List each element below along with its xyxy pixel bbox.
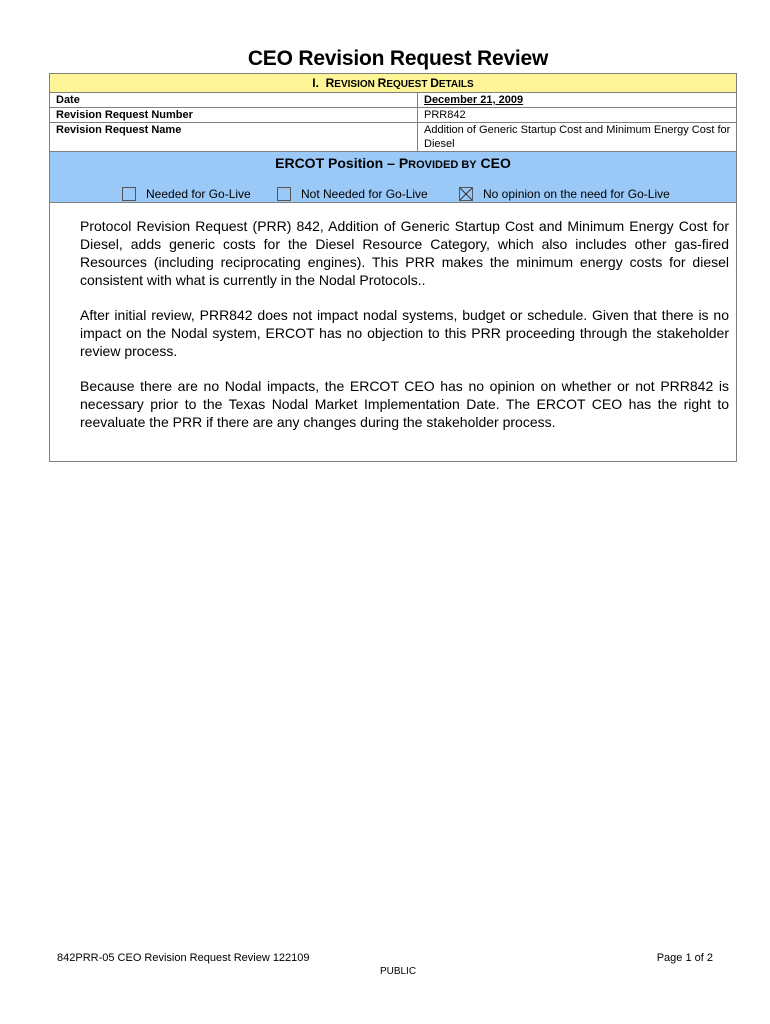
- section-heading-equest: EQUEST: [386, 79, 431, 90]
- page-title: CEO Revision Request Review: [247, 47, 549, 70]
- section-heading-etails: ETAILS: [438, 79, 474, 90]
- ercot-position-block: [50, 152, 736, 203]
- date-value: December 21, 2009: [424, 94, 524, 106]
- option-needed[interactable]: [122, 187, 277, 201]
- footer-classification: PUBLIC: [379, 966, 417, 977]
- body-text: [50, 203, 736, 461]
- name-row: [50, 123, 736, 152]
- section-number: I.: [312, 76, 319, 90]
- date-row: [50, 93, 736, 108]
- revision-request-table: [49, 73, 737, 462]
- date-label: Date: [50, 93, 418, 107]
- option-no-opinion[interactable]: [459, 187, 670, 201]
- section-header: [50, 74, 736, 93]
- position-title-p: P: [398, 155, 409, 171]
- checkmark-x-icon: [460, 188, 472, 200]
- name-label: Revision Request Name: [50, 123, 418, 151]
- footer-page-number: Page 1 of 2: [656, 952, 713, 964]
- checkbox-no-opinion[interactable]: [459, 187, 473, 201]
- section-heading-d: D: [430, 76, 439, 90]
- name-value: Addition of Generic Startup Cost and Minimum Energy Cost for Diesel: [424, 124, 731, 150]
- section-heading-r1: R: [325, 76, 335, 90]
- position-title-main: ERCOT Position –: [275, 155, 399, 171]
- section-heading-r2: R: [377, 76, 387, 90]
- option-not-needed[interactable]: [277, 187, 459, 201]
- position-title-rovided: ROVIDED: [408, 159, 462, 171]
- option-not-needed-label: Not Needed for Go-Live: [301, 187, 428, 201]
- position-title: [50, 155, 736, 171]
- position-title-ceo: CEO: [476, 155, 511, 171]
- checkbox-needed[interactable]: [122, 187, 136, 201]
- paragraph-2: After initial review, PRR842 does not impact nodal systems, budget or schedule. Given that there is no impact on the Nodal system, ERCOT has no objection to this PRR proceeding through the stakeholder review process.: [80, 307, 729, 359]
- number-row: [50, 108, 736, 123]
- golive-options: [122, 187, 670, 201]
- checkbox-not-needed[interactable]: [277, 187, 291, 201]
- paragraph-3: Because there are no Nodal impacts, the ERCOT CEO has no opinion on whether or not PRR842 is necessary prior to the Texas Nodal Market Implementation Date. The ERCOT CEO has the right to reevaluate the PRR if there are any changes during the stakeholder process.: [80, 378, 729, 430]
- number-label: Revision Request Number: [50, 108, 418, 122]
- footer-document-id: 842PRR-05 CEO Revision Request Review 122109: [57, 952, 310, 964]
- position-title-by: BY: [461, 159, 477, 171]
- option-needed-label: Needed for Go-Live: [146, 187, 251, 201]
- section-heading-evision: EVISION: [334, 79, 378, 90]
- paragraph-1: Protocol Revision Request (PRR) 842, Addition of Generic Startup Cost and Minimum Energy Cost for Diesel, adds generic costs for the Diesel Resource Category, which also includes other gas-fired Resources (including reciprocating engines). This PRR makes the minimum energy costs for diesel consistent with what is currently in the Nodal Protocols..: [80, 218, 729, 288]
- number-value: PRR842: [424, 109, 466, 121]
- option-no-opinion-label: No opinion on the need for Go-Live: [483, 187, 670, 201]
